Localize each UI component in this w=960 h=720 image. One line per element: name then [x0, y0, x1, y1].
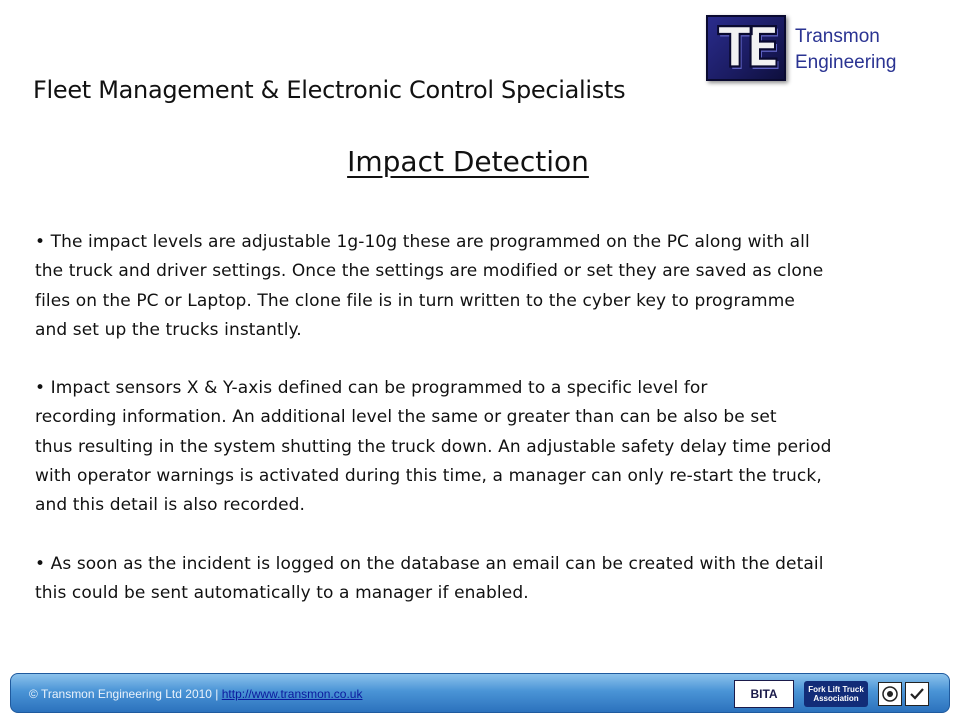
iso-cert-icon	[878, 682, 902, 706]
company-name-line2: Engineering	[795, 52, 897, 73]
tagline: Fleet Management & Electronic Control Specialists	[33, 76, 626, 104]
certification-logos	[878, 682, 929, 706]
body-text	[35, 228, 940, 608]
accreditation-badges	[734, 680, 929, 708]
page-title: Impact Detection	[347, 145, 589, 178]
company-name	[795, 24, 896, 76]
copyright-text: © Transmon Engineering Ltd 2010 |	[29, 687, 222, 701]
bullet-paragraph: • The impact levels are adjustable 1g-10g these are programmed on the PC along with all the truck and driver settings. Once the settings are modified or set they are saved as clone files on the PC or Laptop. The clone file is in turn written to the cyber key to programme and set up the trucks instantly.	[35, 232, 824, 340]
bullet-paragraph: • Impact sensors X & Y-axis defined can be programmed to a specific level for recording information. An additional level the same or greater than can be also be set thus resulting in the system shutting the truck down. An adjustable safety delay time period with operator warnings is activated during this time, a manager can only re-start the truck, and this detail is also recorded.	[35, 378, 832, 516]
footer-copyright	[29, 687, 362, 701]
website-link[interactable]: http://www.transmon.co.uk	[221, 687, 363, 701]
bita-logo: BITA	[734, 680, 794, 708]
bullet-paragraph: • As soon as the incident is logged on the database an email can be created with the detail this could be sent automatically to a manager if enabled.	[35, 553, 824, 603]
company-logo	[706, 15, 786, 81]
flta-logo: Fork Lift Truck Association	[804, 681, 868, 707]
quality-check-icon	[905, 682, 929, 706]
company-name-line1: Transmon	[795, 26, 880, 47]
footer-bar	[10, 673, 950, 713]
logo-letters: TE	[717, 16, 775, 80]
